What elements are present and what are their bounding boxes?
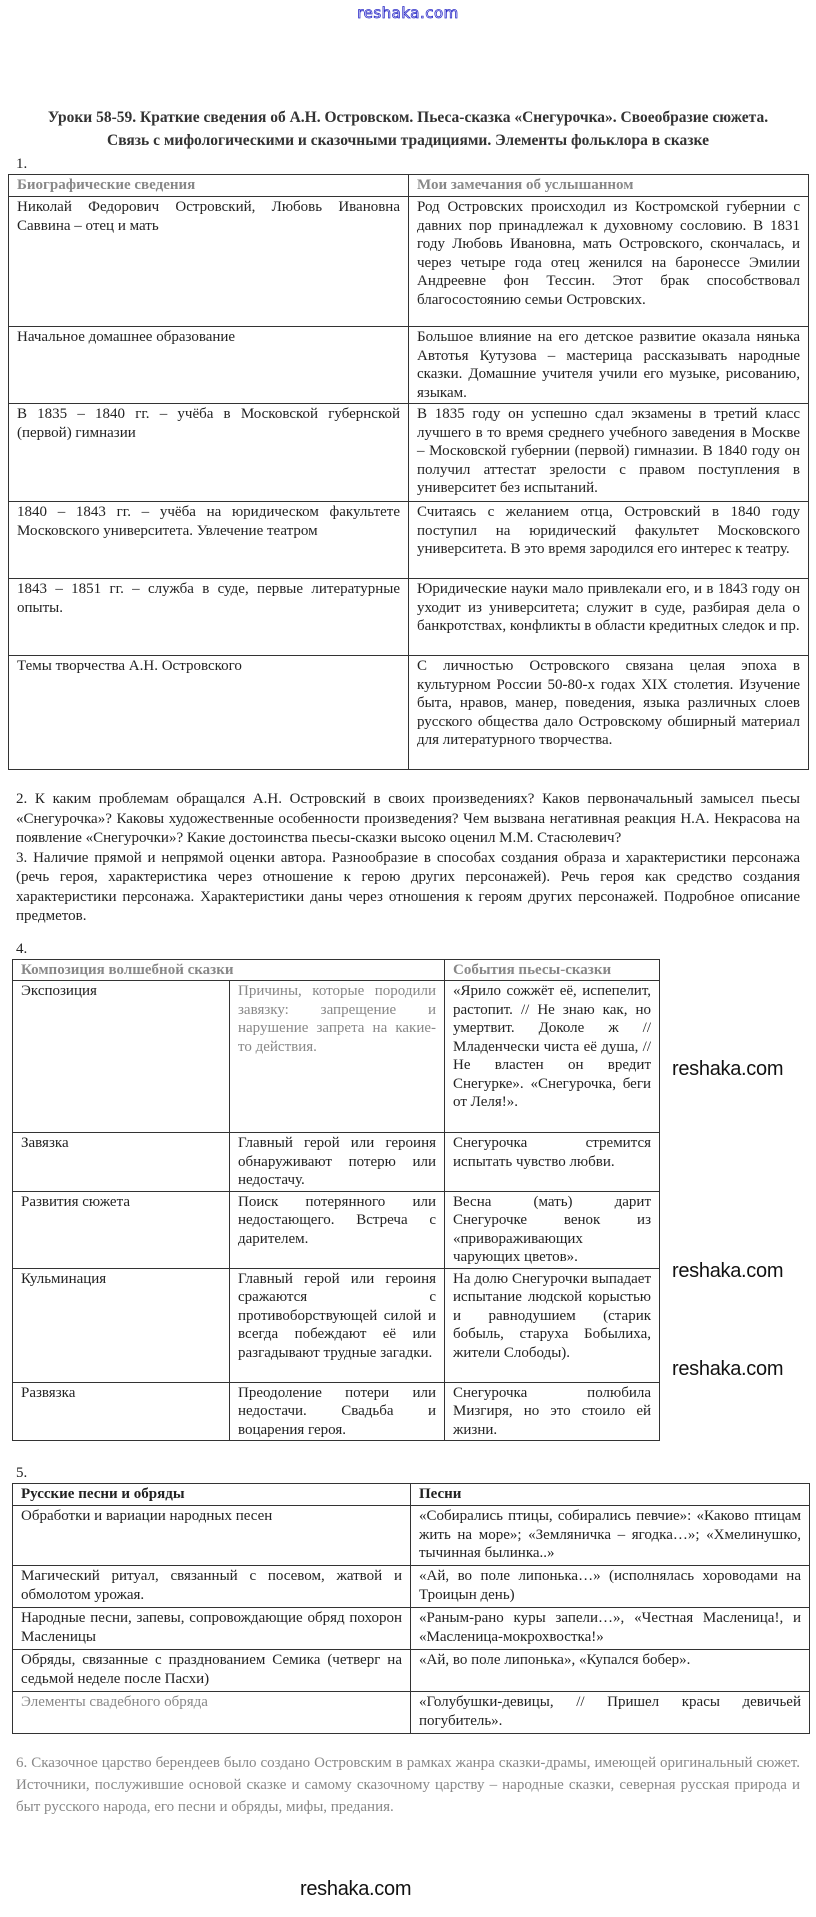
table-row — [13, 981, 660, 1133]
watermark: reshaka.com — [672, 1358, 784, 1380]
table-row — [9, 502, 809, 579]
table-row — [9, 579, 809, 656]
section-number-1: 1. — [16, 156, 28, 172]
table-cell: «Ярило сожжёт её, испепелит, растопит. // Не знаю как, но умертвит. Доколе ж // Младенчески чиста её душа, // Не властен он вредит Снегурке». «Снегурочка, беги от Леля!». — [445, 981, 660, 1133]
section-6-text: 6. Сказочное царство берендеев было создано Островским в рамках жанра сказки-драмы, имеющей оригинальный сюжет. Источники, послужившие основой сказке и самому сказочному царству – народные сказки, северная русская природа и быт русского народа, его песни и обряды, мифы, предания. — [16, 1755, 800, 1815]
table-cell: Обработки и вариации народных песен — [13, 1506, 411, 1566]
table-row — [13, 1650, 810, 1692]
section-number-5: 5. — [16, 1465, 28, 1481]
watermark: reshaka.com — [672, 1260, 784, 1282]
table-cell: Род Островских происходил из Костромской губернии с давних пор принадлежал к духовному сословию. В 1831 году Любовь Ивановна, мать Островского, скончалась, и через четыре года отец женился на баронессе Эмилии Андреевне фон Тессин. Этот брак способствовал благосостоянию семьи Островских. — [409, 197, 809, 327]
title-line-2: Связь с мифологическими и сказочными традициями. Элементы фольклора в сказке — [107, 132, 709, 149]
table-row — [9, 404, 809, 502]
table-cell: 1843 – 1851 гг. – служба в суде, первые литературные опыты. — [9, 579, 409, 656]
table-cell: Юридические науки мало привлекали его, и в 1843 году он уходит из университета; служит в суде, разбирая дела о банкротствах, конфликты в области кредитных следок и пр. — [409, 579, 809, 656]
table-cell: В 1835 – 1840 гг. – учёба в Московской губернской (первой) гимназии — [9, 404, 409, 502]
section-3-text: 3. Наличие прямой и непрямой оценки автора. Разнообразие в способах создания образа и характеристики персонажа (речь героя, характеристика через отношение к герою других персонажей). Речь героя как средство создания характеристики персонажа. Характеристики даны через отношения к героям других персонажей. Подробное описание предметов. — [16, 849, 800, 924]
table-cell: Главный герой или героиня сражаются с противоборствующей силой и всегда побеждают её или разгадывают трудные загадки. — [230, 1268, 445, 1382]
table-cell: «Раным-рано куры запели…», «Честная Масленица!, и «Масленица-мокрохвостка!» — [411, 1608, 810, 1650]
table-cell: Элементы свадебного обряда — [13, 1692, 411, 1734]
table-cell: С личностью Островского связана целая эпоха в культурном России 50-80-х годах XIX столетия. Изучение быта, нравов, манер, поведения, языка различных слоев русского общества дало Островскому обширный материал для литературного творчества. — [409, 656, 809, 770]
table-cell: Большое влияние на его детское развитие оказала нянька Автотья Кутузова – мастерица рассказывать народные сказки. Домашние учителя учили его музыке, рисованию, языкам. — [409, 327, 809, 404]
table-cell: Преодоление потери или недостачи. Свадьба и воцарения героя. — [230, 1382, 445, 1441]
column-header: События пьесы-сказки — [445, 959, 660, 981]
title-line-1: Уроки 58-59. Краткие сведения об А.Н. Островском. Пьеса-сказка «Снегурочка». Своеобразие сюжета. — [47, 109, 769, 126]
column-header: Биографические сведения — [9, 175, 409, 197]
table-cell: Весна (мать) дарит Снегурочке венок из «привораживающих чарующих цветов». — [445, 1191, 660, 1268]
table-cell: Снегурочка полюбила Мизгиря, но это стоило ей жизни. — [445, 1382, 660, 1441]
table-cell: Поиск потерянного или недостающего. Встреча с дарителем. — [230, 1191, 445, 1268]
table-cell: Завязка — [13, 1133, 230, 1192]
table-header-row — [13, 959, 660, 981]
table-cell: «Собирались птицы, собирались певчие»: «Каково птицам жить на море»; «Земляничка – ягодка…»; «Хмелинушко, тычинная былинка..» — [411, 1506, 810, 1566]
table-cell: Причины, которые породили завязку: запрещение и нарушение запрета на какие-то действия. — [230, 981, 445, 1133]
table-cell: Главный герой или героиня обнаруживают потерю или недостачу. — [230, 1133, 445, 1192]
table-header-row — [13, 1484, 810, 1506]
table-cell: Магический ритуал, связанный с посевом, жатвой и обмолотом урожая. — [13, 1566, 411, 1608]
table-row — [9, 197, 809, 327]
table-cell: «Ай, во поле липонька», «Купался бобер». — [411, 1650, 810, 1692]
section-number-4: 4. — [16, 940, 28, 957]
table-row — [9, 656, 809, 770]
table-row — [13, 1133, 660, 1192]
table-cell: Кульминация — [13, 1268, 230, 1382]
table-header-row — [9, 175, 809, 197]
table-row — [13, 1692, 810, 1734]
section-2-text: 2. К каким проблемам обращался А.Н. Островский в своих произведениях? Каков первоначальный замысел пьесы «Снегурочка»? Каковы художественные особенности произведения? Чем вызвана негативная реакция Н.А. Некрасова на появление «Снегурочки»? Какие достоинства пьесы-сказки высоко оценил М.М. Стасюлевич? — [16, 791, 800, 846]
table-cell: Темы творчества А.Н. Островского — [9, 656, 409, 770]
watermark: reshaka.com — [300, 1878, 412, 1900]
biography-table — [8, 174, 809, 770]
table-cell: «Голубушки-девицы, // Пришел красы девичьей погубитель». — [411, 1692, 810, 1734]
watermark: reshaka.com — [672, 1058, 784, 1080]
table-row — [13, 1608, 810, 1650]
table-cell: Начальное домашнее образование — [9, 327, 409, 404]
table-row — [13, 1268, 660, 1382]
site-header-logo[interactable]: reshaka.com — [357, 4, 459, 22]
fairy-tale-composition-table — [12, 959, 660, 1442]
table-cell: Николай Федорович Островский, Любовь Ивановна Саввина – отец и мать — [9, 197, 409, 327]
songs-rituals-table — [12, 1483, 810, 1734]
table-cell: 1840 – 1843 гг. – учёба на юридическом факультете Московского университета. Увлечение театром — [9, 502, 409, 579]
table-cell: Народные песни, запевы, сопровождающие обряд похорон Масленицы — [13, 1608, 411, 1650]
column-header: Мои замечания об услышанном — [409, 175, 809, 197]
table-row — [13, 1566, 810, 1608]
table-cell: В 1835 году он успешно сдал экзамены в третий класс лучшего в то время среднего учебного заведения в Москве – Московской губернии (первой) гимназии. В 1840 году он получил аттестат зрелости с правом поступления в университет без испытаний. — [409, 404, 809, 502]
column-header: Песни — [411, 1484, 810, 1506]
table-row — [13, 1191, 660, 1268]
table-row — [9, 327, 809, 404]
table-row — [13, 1382, 660, 1441]
column-header: Композиция волшебной сказки — [13, 959, 445, 981]
table-cell: Экспозиция — [13, 981, 230, 1133]
table-cell: Развития сюжета — [13, 1191, 230, 1268]
table-cell: Считаясь с желанием отца, Островский в 1840 году поступил на юридический факультет Московского университета. В это время зародился его интерес к театру. — [409, 502, 809, 579]
table-cell: Снегурочка стремится испытать чувство любви. — [445, 1133, 660, 1192]
page-title — [10, 106, 806, 152]
column-header: Русские песни и обряды — [13, 1484, 411, 1506]
table-cell: Обряды, связанные с празднованием Семика (четверг на седьмой неделе после Пасхи) — [13, 1650, 411, 1692]
table-cell: «Ай, во поле липонька…» (исполнялась хороводами на Троицын день) — [411, 1566, 810, 1608]
table-cell: Развязка — [13, 1382, 230, 1441]
table-cell: На долю Снегурочки выпадает испытание людской корыстью и равнодушием (старик бобыль, старуха Бобылиха, жители Слободы). — [445, 1268, 660, 1382]
table-row — [13, 1506, 810, 1566]
